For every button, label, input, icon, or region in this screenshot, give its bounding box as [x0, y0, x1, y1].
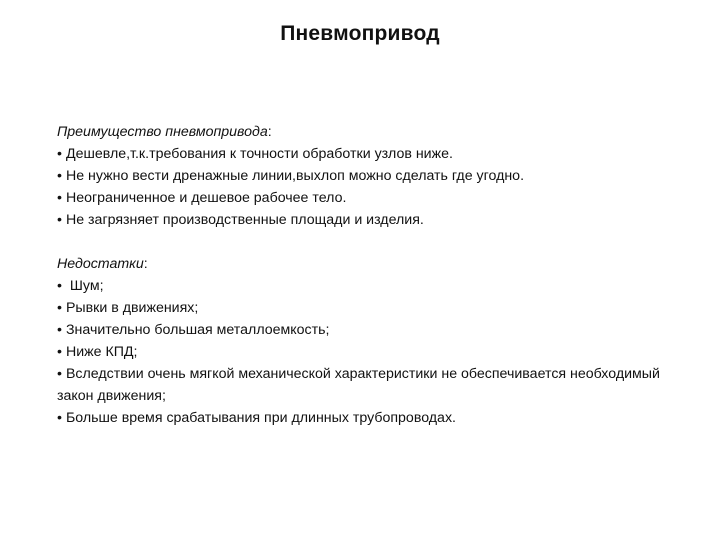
disadvantages-heading: [57, 253, 677, 275]
list-item-text: Не нужно вести дренажные линии,выхлоп можно сделать где угодно.: [65, 168, 525, 184]
list-item-text: Неограниченное и дешевое рабочее тело.: [65, 190, 347, 206]
list-item: [57, 187, 677, 209]
list-item: [57, 165, 677, 187]
list-item: [57, 143, 677, 165]
list-item-text: Не загрязняет производственные площади и изделия.: [65, 212, 424, 228]
bullet-icon: •: [57, 322, 62, 338]
advantages-heading-colon: :: [267, 124, 272, 140]
list-item: [57, 209, 677, 231]
disadvantages-heading-colon: :: [143, 256, 148, 272]
list-item: [57, 297, 677, 319]
list-item-text: Ниже КПД;: [65, 344, 138, 360]
list-item: [57, 407, 677, 429]
bullet-icon: •: [57, 190, 62, 206]
list-item-text: Дешевле,т.к.требования к точности обработки узлов ниже.: [65, 146, 453, 162]
disadvantages-list: [57, 275, 677, 429]
list-item: [57, 363, 677, 407]
list-item-text: Значительно большая металлоемкость;: [65, 322, 330, 338]
list-item-text: Вследствии очень мягкой механической характеристики не обеспечивается необходимый закон движения;: [57, 366, 660, 404]
list-item: [57, 275, 677, 297]
advantages-heading-text: Преимущество пневмопривода: [57, 124, 268, 140]
slide-title: Пневмопривод: [280, 22, 440, 45]
bullet-icon: •: [57, 300, 62, 316]
bullet-icon: •: [57, 168, 62, 184]
bullet-icon: •: [57, 278, 62, 294]
bullet-icon: •: [57, 410, 62, 426]
advantages-list: [57, 143, 677, 231]
list-item-text: Больше время срабатывания при длинных трубопроводах.: [65, 410, 456, 426]
slide-content: [57, 121, 677, 429]
list-item-text: Рывки в движениях;: [65, 300, 199, 316]
section-spacer: [57, 231, 677, 253]
advantages-heading: [57, 121, 677, 143]
bullet-icon: •: [57, 212, 62, 228]
list-item: [57, 319, 677, 341]
bullet-icon: •: [57, 146, 62, 162]
list-item: [57, 341, 677, 363]
disadvantages-heading-text: Недостатки: [57, 256, 144, 272]
bullet-icon: •: [57, 344, 62, 360]
bullet-icon: •: [57, 366, 62, 382]
list-item-text: Шум;: [65, 278, 104, 294]
